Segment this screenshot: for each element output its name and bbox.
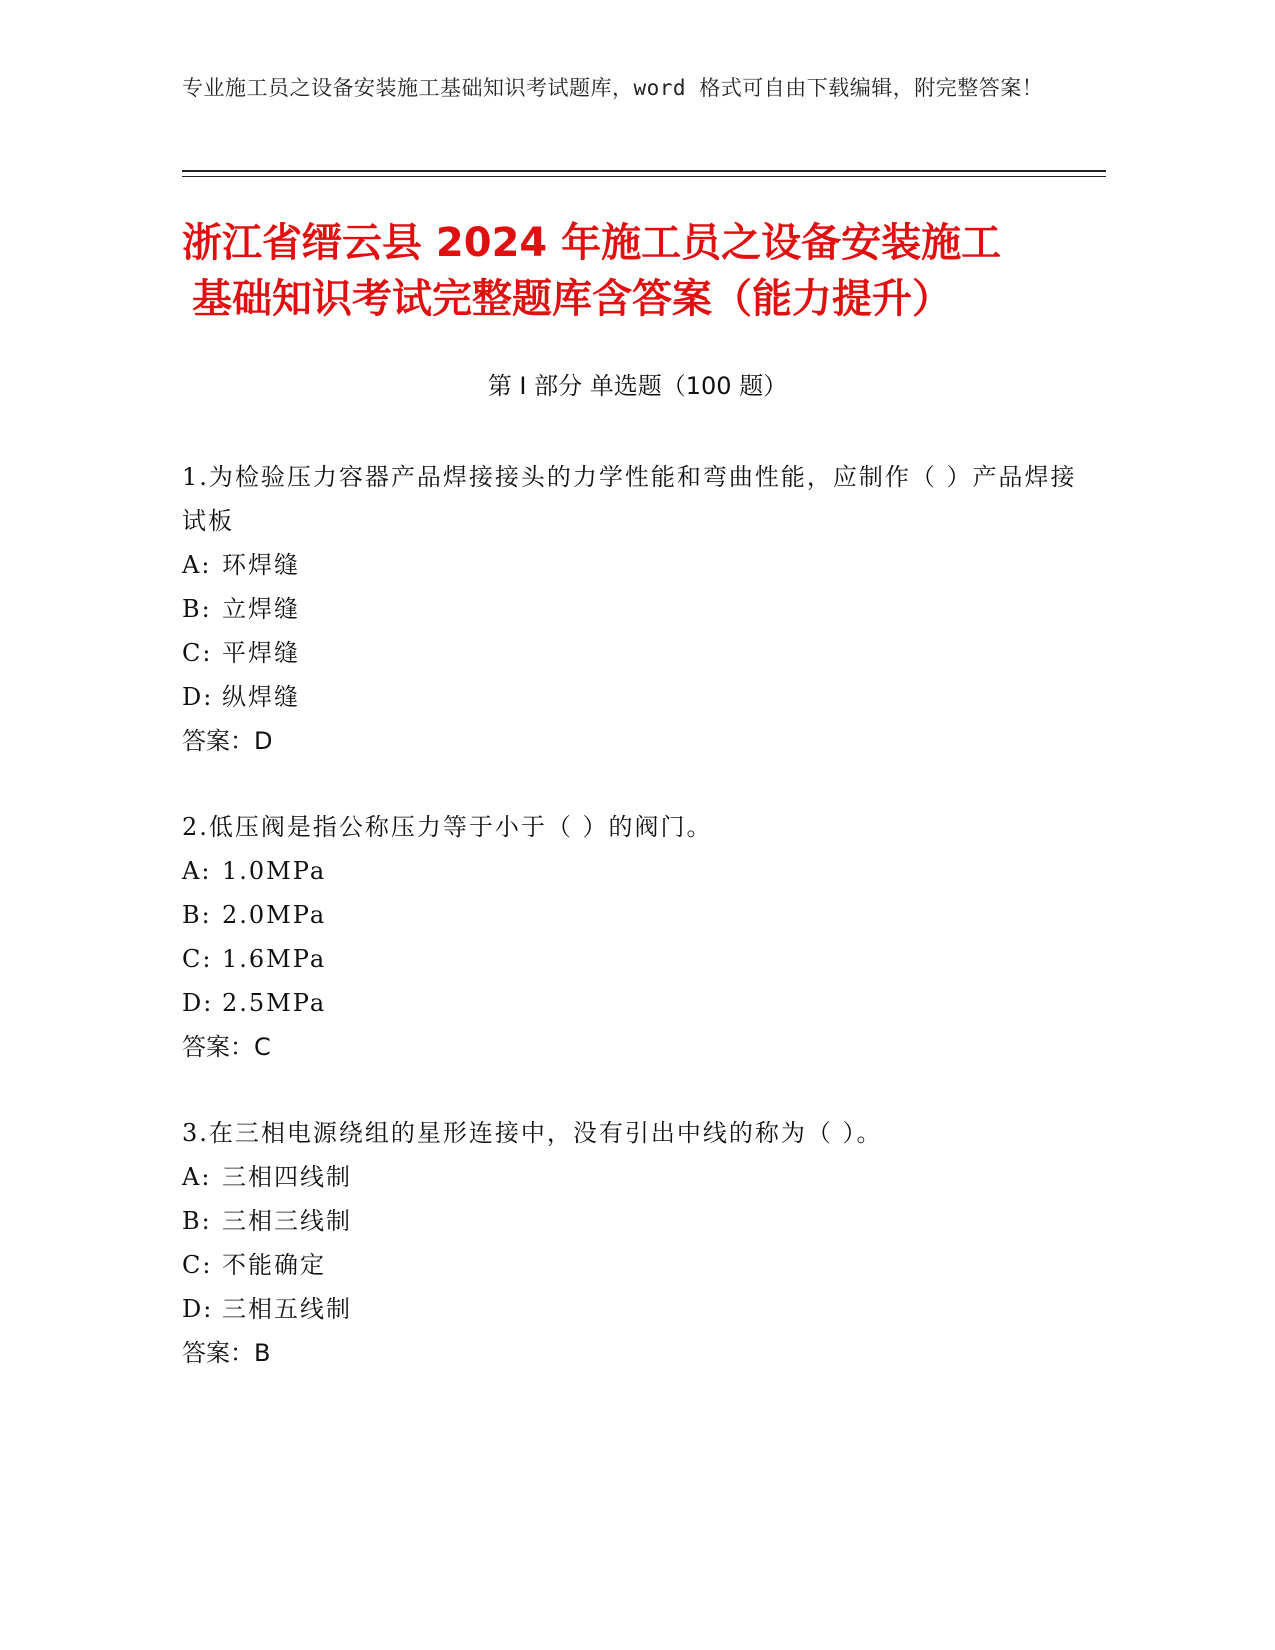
option-value: 三相三线制	[222, 1207, 352, 1235]
option-key: B:	[182, 595, 212, 623]
option-b	[182, 893, 1082, 937]
option-a	[182, 849, 1082, 893]
option-key: A:	[182, 857, 212, 885]
option-b	[182, 1199, 1082, 1243]
option-value: 环焊缝	[222, 551, 300, 579]
question-text: 1.为检验压力容器产品焊接接头的力学性能和弯曲性能，应制作（ ）产品焊接试板	[182, 463, 1077, 535]
header-divider-thin	[182, 176, 1106, 177]
option-c	[182, 631, 1082, 675]
option-a	[182, 1155, 1082, 1199]
option-d	[182, 981, 1082, 1025]
option-value: 平焊缝	[222, 639, 300, 667]
option-value: 立焊缝	[222, 595, 300, 623]
option-key: B:	[182, 1207, 212, 1235]
option-value: 2.5MPa	[222, 989, 327, 1017]
option-value: 1.0MPa	[222, 857, 327, 885]
option-value: 三相四线制	[222, 1163, 352, 1191]
header-note: 专业施工员之设备安装施工基础知识考试题库，word 格式可自由下载编辑，附完整答案！	[182, 76, 1044, 100]
option-d	[182, 1287, 1082, 1331]
document-title-line-2: 基础知识考试完整题库含答案（能力提升）	[192, 276, 952, 322]
option-key: C:	[182, 639, 213, 667]
option-b	[182, 587, 1082, 631]
option-key: D:	[182, 683, 214, 711]
option-key: C:	[182, 945, 213, 973]
document-title-line-1: 浙江省缙云县 2024 年施工员之设备安装施工	[182, 220, 1002, 266]
option-key: D:	[182, 1295, 214, 1323]
answer-text: 答案：B	[182, 1339, 271, 1367]
option-c	[182, 1243, 1082, 1287]
option-value: 纵焊缝	[222, 683, 300, 711]
question-list	[182, 455, 1082, 1417]
document-title	[182, 215, 1082, 327]
option-c	[182, 937, 1082, 981]
option-key: C:	[182, 1251, 213, 1279]
option-value: 三相五线制	[222, 1295, 352, 1323]
question-item	[182, 805, 1082, 1069]
option-d	[182, 675, 1082, 719]
option-a	[182, 543, 1082, 587]
option-value: 不能确定	[222, 1251, 326, 1279]
question-item	[182, 455, 1082, 763]
option-value: 1.6MPa	[222, 945, 327, 973]
option-value: 2.0MPa	[222, 901, 327, 929]
option-key: B:	[182, 901, 212, 929]
question-text: 2.低压阀是指公称压力等于小于（ ）的阀门。	[182, 813, 713, 841]
answer-text: 答案：D	[182, 727, 273, 755]
section-title: 第 I 部分 单选题（100 题）	[487, 372, 788, 400]
question-item	[182, 1111, 1082, 1375]
option-key: A:	[182, 1163, 212, 1191]
question-text: 3.在三相电源绕组的星形连接中，没有引出中线的称为（ ）。	[182, 1119, 883, 1147]
answer-text: 答案：C	[182, 1033, 271, 1061]
option-key: A:	[182, 551, 212, 579]
option-key: D:	[182, 989, 214, 1017]
header-divider-thick	[182, 170, 1106, 172]
